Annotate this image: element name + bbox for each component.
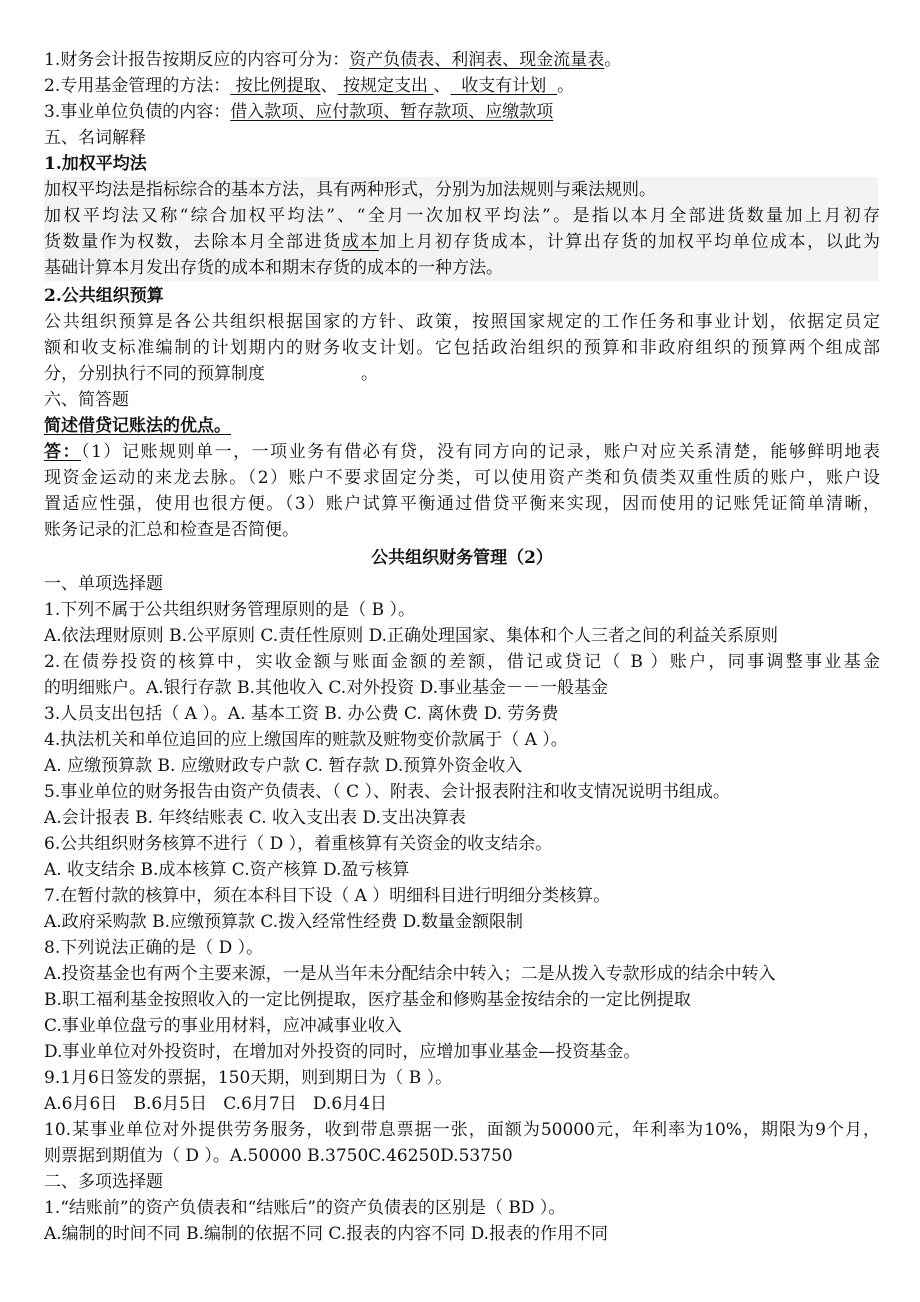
section-heading-multi-choice: 二、多项选择题	[44, 1172, 163, 1192]
mq-options: A.编制的时间不同 B.编制的依据不同 C.报表的内容不同 D.报表的作用不同	[44, 1224, 609, 1244]
q-line: 8.下列说法正确的是（ D ）。	[44, 938, 264, 958]
question-text: 1.财务会计报告按期反应的内容可分为：	[44, 50, 350, 70]
term-2-para-line-2: 额和收支标准编制的计划期内的财务收支计划。它包括政治组织的预算和非政府组织的预算两个组成部	[44, 338, 880, 358]
answer-line-4: 账务记录的汇总和检查是否简便。	[44, 520, 299, 540]
answer-label: 答：	[44, 442, 82, 462]
underlined-link-text: 成本	[341, 232, 380, 252]
q-line: 9.1月6日签发的票据，150天期，则到期日为（ B ）。	[44, 1068, 453, 1088]
q-line: B.职工福利基金按照收入的一定比例提取，医疗基金和修购基金按结余的一定比例提取	[44, 990, 691, 1010]
term-2-para-line-1: 公共组织预算是各公共组织根据国家的方针、政策，按照国家规定的工作任务和事业计划，依据定员定	[44, 312, 880, 332]
term-title-1: 1.加权平均法	[44, 154, 147, 174]
punct: 。	[557, 76, 575, 96]
term-1-para-2-line-2	[44, 229, 880, 255]
q-line: A.投资基金也有两个主要来源，一是从当年未分配结余中转入；二是从拨入专款形成的结余中转入	[44, 964, 776, 984]
short-answer-question: 简述借贷记账法的优点。	[44, 416, 231, 436]
q-line: C.事业单位盘亏的事业用材料，应冲减事业收入	[44, 1016, 402, 1036]
text-run: （1）记账规则单一，一项业务有借必有贷，没有同方向的记录，账户对应关系清楚，能够鲜明地表	[81, 442, 880, 462]
text-run: 加上月初存货成本，计算出存货的加权平均单位成本，以此为	[379, 232, 880, 252]
term-1-para-2-line-1: 加权平均法又称“综合加权平均法”、“全月一次加权平均法”。是指以本月全部进货数量加上月初存	[44, 206, 880, 226]
mq-line: 1.“结账前”的资产负债表和“结账后”的资产负债表的区别是（ BD ）。	[44, 1198, 566, 1218]
q-line: 的明细账户。A.银行存款 B.其他收入 C.对外投资 D.事业基金－－一般基金	[44, 678, 609, 698]
answer-line-2: 现资金运动的来龙去脉。（2）账户不要求固定分类，可以使用资产类和负债类双重性质的账户，账户设	[44, 468, 880, 488]
q-line: A. 收支结余 B.成本核算 C.资产核算 D.盈亏核算	[44, 860, 410, 880]
term-2-para-line-3	[44, 361, 880, 387]
answer-text: 收支有计划	[450, 76, 558, 96]
q-line: 1.下列不属于公共组织财务管理原则的是（ B ）。	[44, 600, 416, 620]
q-line: 2.在债券投资的核算中，实收金额与账面金额的差额，借记或贷记（ B ）账户，同事调整事业基金	[44, 652, 880, 672]
answer-text: 按比例提取	[230, 76, 321, 96]
q-line: 4.执法机关和单位追回的应上缴国库的赃款及赃物变价款属于（ A ）。	[44, 730, 568, 750]
fill-blank-1	[44, 47, 880, 73]
q-line: A.依法理财原则 B.公平原则 C.责任性原则 D.正确处理国家、集体和个人三者之间的利益关系原则	[44, 626, 779, 646]
section-heading-single-choice: 一、单项选择题	[44, 574, 163, 594]
term-1-para-2-line-3: 基础计算本月发出存货的成本和期末存货的成本的一种方法。	[44, 258, 503, 278]
fill-blank-2	[44, 73, 880, 99]
q-line: A.会计报表 B. 年终结账表 C. 收入支出表 D.支出决算表	[44, 808, 466, 828]
section-heading-6: 六、简答题	[44, 390, 129, 410]
answer-text: 按规定支出	[337, 76, 434, 96]
q-line: 5.事业单位的财务报告由资产负债表、（ C ）、附表、会计报表附注和收支情况说明书组成。	[44, 782, 731, 802]
q-line: 7.在暂付款的核算中，须在本科目下设（ A ）明细科目进行明细分类核算。	[44, 886, 611, 906]
term-1-para-1: 加权平均法是指标综合的基本方法，具有两种形式，分别为加法规则与乘法规则。	[44, 180, 656, 200]
q-line: 10.某事业单位对外提供劳务服务，收到带息票据一张，面额为50000元，年利率为10%，期限为9个月，	[44, 1120, 880, 1140]
q-line: 3.人员支出包括（ A ）。A. 基本工资 B. 办公费 C. 离休费 D. 劳务费	[44, 704, 559, 724]
section-heading-5: 五、名词解释	[44, 128, 146, 148]
question-text: 3.事业单位负债的内容：	[44, 102, 231, 122]
q-line: D.事业单位对外投资时，在增加对外投资的同时，应增加事业基金—投资基金。	[44, 1042, 641, 1062]
answer-line-3: 置适应性强，使用也很方便。（3）账户试算平衡通过借贷平衡来实现，因而使用的记账凭证简单清晰，	[44, 494, 880, 514]
punct: 。	[604, 50, 622, 70]
q-line: A. 应缴预算款 B. 应缴财政专户款 C. 暂存款 D.预算外资金收入	[44, 756, 523, 776]
part-title: 公共组织财务管理（2）	[371, 548, 553, 568]
text-run: 货数量作为权数，去除本月全部进货	[44, 232, 342, 252]
answer-text: 资产负债表、利润表、现金流量表	[349, 50, 605, 70]
answer-line-1	[44, 439, 880, 465]
punct: 。	[361, 364, 378, 384]
q-line: 6.公共组织财务核算不进行（ D ），着重核算有关资金的收支结余。	[44, 834, 553, 854]
fill-blank-3	[44, 99, 880, 125]
answer-text: 借入款项、应付款项、暂存款项、应缴款项	[230, 102, 554, 122]
q-line: A.政府采购款 B.应缴预算款 C.拨入经常性经费 D.数量金额限制	[44, 912, 524, 932]
text-run: 分，分别执行不同的预算制度	[44, 364, 265, 384]
punct: 、	[320, 76, 338, 96]
q-line: A.6月6日 B.6月5日 C.6月7日 D.6月4日	[44, 1094, 387, 1114]
question-text: 2.专用基金管理的方法：	[44, 76, 231, 96]
q-line: 则票据到期值为（ D ）。A.50000 B.3750C.46250D.53750	[44, 1146, 513, 1166]
punct: 、	[433, 76, 451, 96]
term-title-2: 2.公共组织预算	[44, 286, 164, 306]
